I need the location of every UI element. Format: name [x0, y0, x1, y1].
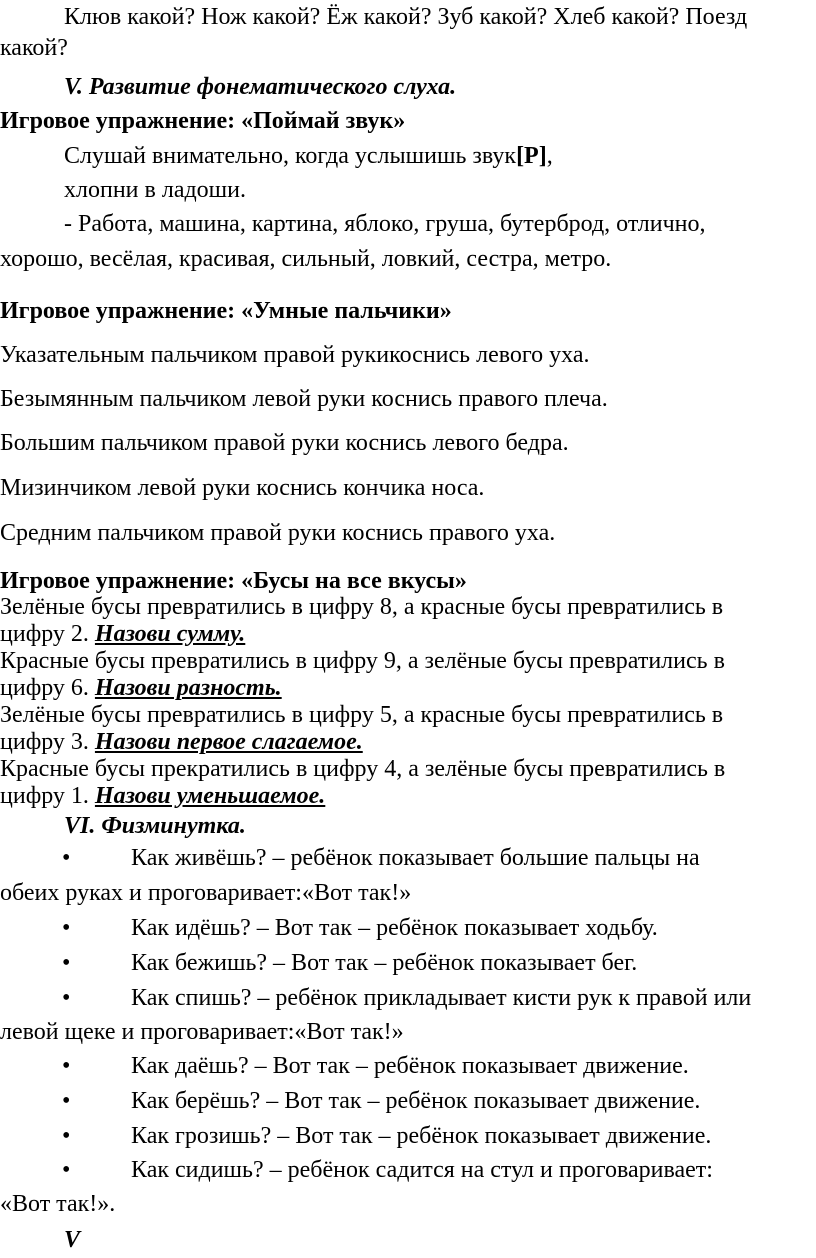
exercise-2-item: Большим пальчиком правой руки коснись левого бедра.: [0, 430, 569, 456]
exercise-2-item: Средним пальчиком правой руки коснись правого уха.: [0, 520, 556, 546]
task-4-text: цифру 1.: [0, 783, 95, 809]
bullet: •: [62, 950, 71, 976]
exercise-1-title: Игровое упражнение: «Поймай звук»: [0, 108, 406, 134]
task-4-line-1: Красные бусы прекратились в цифру 4, а зелёные бусы превратились в: [0, 756, 726, 782]
list-item-continuation: «Вот так!».: [0, 1191, 116, 1217]
list-item: [0, 843, 816, 873]
list-item-text: Как грозишь? – Вот так – ребёнок показывает движение.: [131, 1123, 712, 1149]
task-2-ask: Назови разность.: [94, 675, 282, 701]
list-item: [0, 983, 816, 1013]
task-3-line-1: Зелёные бусы превратились в цифру 5, а красные бусы превратились в: [0, 702, 724, 728]
task-1-line-2: [0, 619, 245, 649]
bullet: •: [62, 1157, 71, 1183]
task-1-text: цифру 2.: [0, 621, 95, 647]
exercise-2-item: Указательным пальчиком правой рукикоснись левого уха.: [0, 342, 590, 368]
exercise-1-comma: ,: [546, 143, 553, 169]
task-2-line-1: Красные бусы превратились в цифру 9, а зелёные бусы превратились в: [0, 648, 725, 674]
task-3-ask: Назови первое слагаемое.: [94, 729, 363, 755]
list-item: [0, 1155, 816, 1185]
list-item-text: Как идёшь? – Вот так – ребёнок показывает ходьбу.: [131, 915, 658, 941]
bullet: •: [62, 1123, 71, 1149]
task-2-text: цифру 6.: [0, 675, 95, 701]
list-item-continuation: обеих руках и проговаривает:«Вот так!»: [0, 880, 412, 906]
bullet: •: [62, 915, 71, 941]
list-item-text: Как бежишь? – Вот так – ребёнок показывает бег.: [131, 950, 638, 976]
bullet: •: [62, 1088, 71, 1114]
next-section-heading: V: [64, 1227, 81, 1253]
list-item: [0, 913, 816, 943]
list-item: [0, 1086, 816, 1116]
list-item-text: Как сидишь? – ребёнок садится на стул и проговаривает:: [131, 1157, 713, 1183]
list-item-text: Как живёшь? – ребёнок показывает большие пальцы на: [131, 845, 700, 871]
exercise-2-title: Игровое упражнение: «Умные пальчики»: [0, 298, 452, 324]
intro-line-1: Клюв какой? Нож какой? Ёж какой? Зуб какой? Хлеб какой? Поезд: [64, 4, 748, 30]
list-item-text: Как даёшь? – Вот так – ребёнок показывает движение.: [131, 1053, 689, 1079]
task-4-ask: Назови уменьшаемое.: [94, 783, 326, 809]
list-item-continuation: левой щеке и проговаривает:«Вот так!»: [0, 1019, 404, 1045]
target-sound: [Р]: [516, 143, 547, 169]
task-3-line-2: [0, 727, 363, 757]
task-1-line-1: Зелёные бусы превратились в цифру 8, а красные бусы превратились в: [0, 594, 724, 620]
exercise-1-line-4: хорошо, весёлая, красивая, сильный, ловкий, сестра, метро.: [0, 246, 612, 272]
bullet: •: [62, 1053, 71, 1079]
list-item: [0, 1121, 816, 1151]
exercise-1-line-2: хлопни в ладоши.: [64, 177, 247, 203]
bullet: •: [62, 845, 71, 871]
exercise-1-line-1: [64, 141, 553, 171]
section-6-title: VI. Физминутка.: [64, 813, 246, 839]
task-3-text: цифру 3.: [0, 729, 95, 755]
list-item-text: Как спишь? – ребёнок прикладывает кисти рук к правой или: [131, 985, 752, 1011]
exercise-2-item: Безымянным пальчиком левой руки коснись правого плеча.: [0, 386, 608, 412]
list-item: [0, 948, 816, 978]
exercise-3-title: Игровое упражнение: «Бусы на все вкусы»: [0, 568, 467, 594]
intro-line-2: какой?: [0, 35, 68, 61]
exercise-1-line-3: - Работа, машина, картина, яблоко, груша, бутерброд, отлично,: [64, 211, 706, 237]
exercise-1-instruction: Слушай внимательно, когда услышишь звук: [64, 143, 517, 169]
task-4-line-2: [0, 781, 325, 811]
list-item: [0, 1051, 816, 1081]
task-2-line-2: [0, 673, 282, 703]
bullet: •: [62, 985, 71, 1011]
exercise-2-item: Мизинчиком левой руки коснись кончика носа.: [0, 475, 485, 501]
section-5-title: V. Развитие фонематического слуха.: [64, 74, 457, 100]
list-item-text: Как берёшь? – Вот так – ребёнок показывает движение.: [131, 1088, 701, 1114]
task-1-ask: Назови сумму.: [94, 621, 246, 647]
